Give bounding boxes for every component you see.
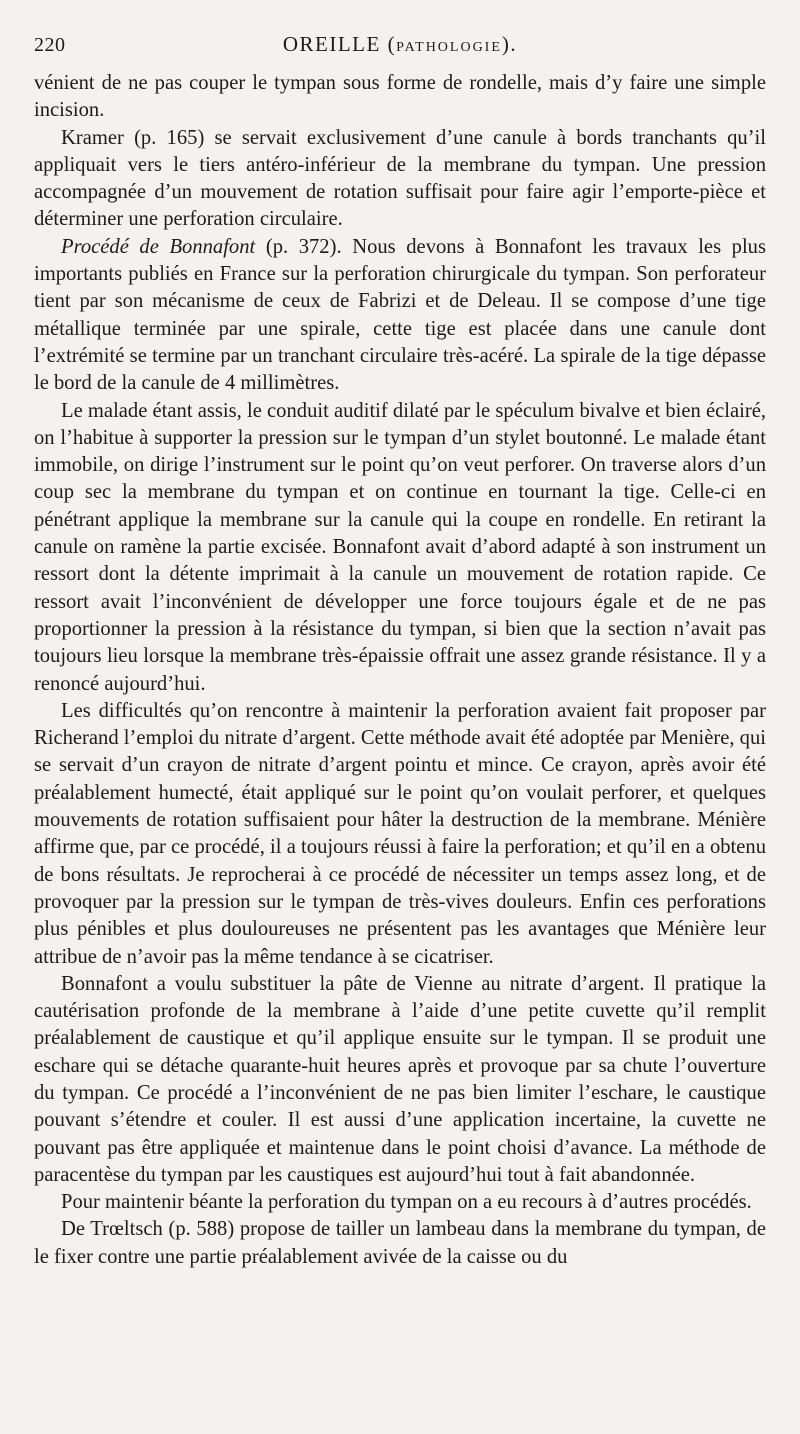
running-title: [34, 32, 766, 57]
body-text: [34, 70, 766, 1271]
paragraph-nitrate: Les difficultés qu’on rencontre à maintenir la perforation avaient fait proposer par Richerand l’emploi du nitrate d’argent. Cette méthode avait été adoptée par Menière, qui se servait d’un crayon de nitrate d’argent pointu et mince. Ce crayon, après avoir été préalablement humecté, était appliqué sur le point qu’on voulait perforer, et quelques mouvements de rotation suffisaient pour hâter la destruction de la membrane. Ménière affirme que, par ce procédé, il a toujours réussi à faire la perforation; et qu’il en a obtenu de bons résultats. Je reprocherai à ce procédé de nécessiter un temps assez long, et de provoquer par la pression sur le tympan de très-vives douleurs. Enfin ces perforations plus pénibles et plus douloureuses ne présentent pas les avantages que Ménière leur attribue de n’avoir pas la même tendance à se cicatriser.: [34, 699, 766, 968]
running-title-main: OREILLE: [282, 32, 381, 56]
paragraph-maintain-opening: Pour maintenir béante la perforation du tympan on a eu recours à d’autres procédés.: [61, 1191, 752, 1214]
section-heading-italic: Procédé de Bonnafont: [61, 235, 256, 258]
paragraph-continuation: vénient de ne pas couper le tympan sous forme de rondelle, mais d’y faire une simple incision.: [34, 72, 766, 122]
paragraph-vienne-paste: Bonnafont a voulu substituer la pâte de Vienne au nitrate d’argent. Il pratique la cautérisation profonde de la membrane à l’aide d’une petite cuvette qu’il remplit préalablement de caustique et qu’il applique ensuite sur le tympan. Il se produit une eschare qui se détache quarante-huit heures après et provoque par sa chute l’ouverture du tympan. Ce procédé a l’inconvénient de ne pas bien limiter l’eschare, le caustique pouvant s’étendre et couler. Il est aussi d’une application incertaine, la cuvette ne pouvant pas être appliquée et maintenue dans le point choisi d’avance. La méthode de paracentèse du tympan par les caustiques est aujourd’hui tout à fait abandonnée.: [34, 972, 766, 1186]
paragraph-bonnafont-procedure: [34, 234, 766, 398]
paragraph-troeltsch: De Trœltsch (p. 588) propose de tailler un lambeau dans la membrane du tympan, de le fixer contre une partie préalablement avivée de la caisse ou du: [34, 1218, 766, 1268]
running-title-open-paren: (: [380, 32, 397, 56]
page-header: [34, 30, 766, 70]
running-title-subtitle: PATHOLOGIE: [396, 40, 502, 55]
paragraph-bonnafont-text: (p. 372). Nous devons à Bonnafont les travaux les plus importants publiés en France sur la perforation chirurgicale du tympan. Son perforateur tient par son mécanisme de ceux de Fabrizi et de Deleau. Il se compose d’une tige métallique terminée par une spirale, cette tige est placée dans une canule dont l’extrémité se termine par un tranchant circulaire très-acéré. La spirale de la tige dépasse le bord de la canule de 4 millimètres.: [34, 235, 766, 395]
page-number: 220: [34, 34, 66, 56]
paragraph-kramer: Kramer (p. 165) se servait exclusivement d’une canule à bords tranchants qu’il appliquait vers le tiers antéro-inférieur de la membrane du tympan. Une pression accompagnée d’un mouvement de rotation suffisait pour faire agir l’emporte-pièce et déterminer une perforation circulaire.: [34, 126, 766, 231]
running-title-close-paren: ).: [501, 32, 518, 56]
paragraph-patient-procedure: Le malade étant assis, le conduit auditif dilaté par le spéculum bivalve et bien éclairé, on l’habitue à supporter la pression sur le tympan d’un stylet boutonné. Le malade étant immobile, on dirige l’instrument sur le point qu’on veut perforer. On traverse alors d’un coup sec la membrane du tympan et on continue en tournant la tige. Celle-ci en pénétrant applique la membrane sur la canule qui la coupe en rondelle. En retirant la canule on ramène la partie excisée. Bonnafont avait d’abord adapté à son instrument un ressort dont la détente imprimait à la canule un mouvement de rotation rapide. Ce ressort avait l’inconvénient de développer une force toujours égale et de ne pas proportionner la pression à la résistance du tympan, si bien que la section n’avait pas toujours lieu lorsque la membrane très-épaissie offrait une assez grande résistance. Il y a renoncé aujourd’hui.: [34, 399, 766, 695]
